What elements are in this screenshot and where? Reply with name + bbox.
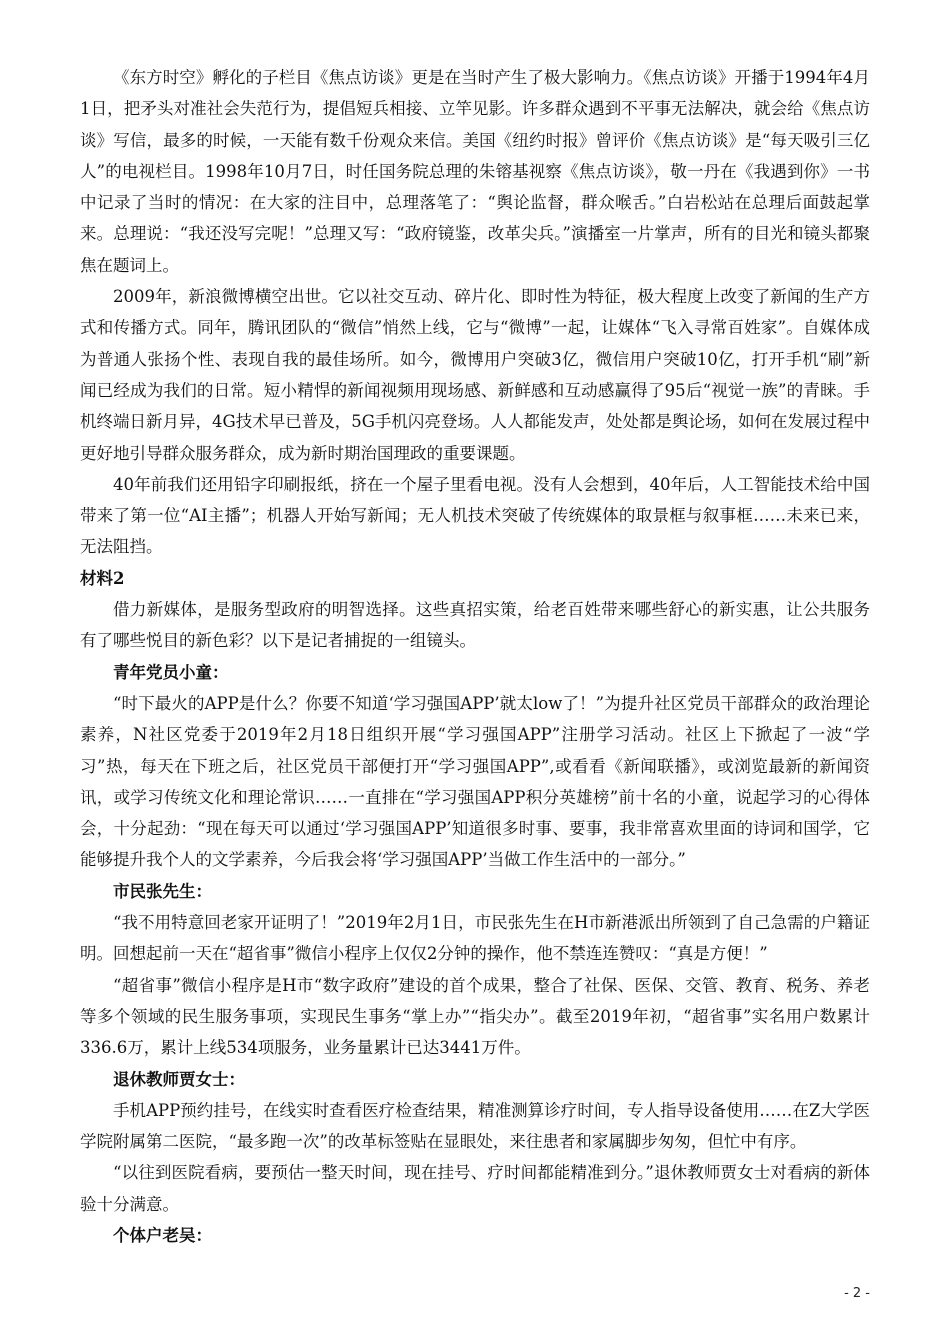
paragraph-ai-anchor: 40年前我们还用铅字印刷报纸，挤在一个屋子里看电视。没有人会想到，40年后，人工智能技术给中国带来了第一位“AI主播”；机器人开始写新闻；无人机技术突破了传统媒体的取景框与叙事框……未来已来，无法阻挡。	[80, 474, 870, 557]
paragraph-xuexi-qiangguo: “时下最火的APP是什么？你要不知道‘学习强国APP’就太low了！”为提升社区党员干部群众的政治理论素养，N社区党委于2019年2月18日组织开展“学习强国APP”注册学习活动。社区上下掀起了一波“学习”热，每天在下班之后，社区党员干部便打开“学习强国APP”,或看看《新闻联播》，或浏览最新的新闻资讯，或学习传统文化和理论常识……一直排在“学习强国APP积分英雄榜”前十名的小童，说起学习的心得体会，十分起劲：“现在每天可以通过‘学习强国APP’知道很多时事、要事，我非常喜欢里面的诗词和国学，它能够提升我个人的文学素养，今后我会将‘学习强国APP’当做工作生活中的一部分。”	[80, 693, 870, 870]
section-heading-material-2: 材料2	[80, 568, 125, 588]
page-number: - 2 -	[844, 1286, 870, 1301]
paragraph-jia-quote: “以往到医院看病，要预估一整天时间，现在挂号、疗时间都能精准到分。”退休教师贾女士对看病的新体验十分满意。	[80, 1163, 870, 1214]
document-body	[80, 62, 870, 1251]
paragraph-material-2-intro: 借力新媒体，是服务型政府的明智选择。这些真招实策，给老百姓带来哪些舒心的新实惠，让公共服务有了哪些悦目的新色彩？以下是记者捕捉的一组镜头。	[80, 600, 870, 651]
paragraph-hospital-app: 手机APP预约挂号，在线实时查看医疗检查结果，精准测算诊疗时间，专人指导设备使用……在Z大学医学院附属第二医院，“最多跑一次”的改革标签贴在显眼处，来往患者和家属脚步匆匆，但忙中有序。	[80, 1100, 870, 1152]
paragraph-chaoshengshi: “超省事”微信小程序是H市“数字政府”建设的首个成果，整合了社保、医保、交管、教育、税务、养老等多个领域的民生服务事项，实现民生事务“掌上办”“指尖办”。截至2019年初，“超省事”实名用户数累计336.6万，累计上线534项服务，业务量累计已达3441万件。	[80, 975, 870, 1058]
paragraph-zhang-certificate: “我不用特意回老家开证明了！”2019年2月1日，市民张先生在H市新港派出所领到了自己急需的户籍证明。回想起前一天在“超省事”微信小程序上仅仅2分钟的操作，他不禁连连赞叹：“真是方便！”	[80, 913, 870, 964]
speaker-heading-jia: 退休教师贾女士：	[113, 1069, 245, 1089]
paragraph-weibo-weixin: 2009年，新浪微博横空出世。它以社交互动、碎片化、即时性为特征，极大程度上改变了新闻的生产方式和传播方式。同年，腾讯团队的“微信”悄然上线，它与“微博”一起，让媒体“飞入寻常百姓家”。自媒体成为普通人张扬个性、表现自我的最佳场所。如今，微博用户突破3亿，微信用户突破10亿，打开手机“刷”新闻已经成为我们的日常。短小精悍的新闻视频用现场感、新鲜感和互动感赢得了95后“视觉一族”的青睐。手机终端日新月异，4G技术早已普及，5G手机闪亮登场。人人都能发声，处处都是舆论场，如何在发展过程中更好地引导群众服务群众，成为新时期治国理政的重要课题。	[80, 287, 870, 463]
paragraph-jiaodian-fangtan: 《东方时空》孵化的子栏目《焦点访谈》更是在当时产生了极大影响力。《焦点访谈》开播于1994年4月1日，把矛头对准社会失范行为，提倡短兵相接、立竿见影。许多群众遇到不平事无法解决，就会给《焦点访谈》写信，最多的时候，一天能有数千份观众来信。美国《纽约时报》曾评价《焦点访谈》是“每天吸引三亿人”的电视栏目。1998年10月7日，时任国务院总理的朱镕基视察《焦点访谈》，敬一丹在《我遇到你》一书中记录了当时的情况：在大家的注目中，总理落笔了：“舆论监督，群众喉舌。”白岩松站在总理后面鼓起掌来。总理说：“我还没写完呢！”总理又写：“政府镜鉴，改革尖兵。”演播室一片掌声，所有的目光和镜头都聚焦在题词上。	[80, 68, 870, 275]
speaker-heading-zhang: 市民张先生：	[113, 881, 212, 901]
speaker-heading-xiaotong: 青年党员小童：	[113, 662, 229, 682]
speaker-heading-wu: 个体户老吴：	[113, 1225, 212, 1245]
